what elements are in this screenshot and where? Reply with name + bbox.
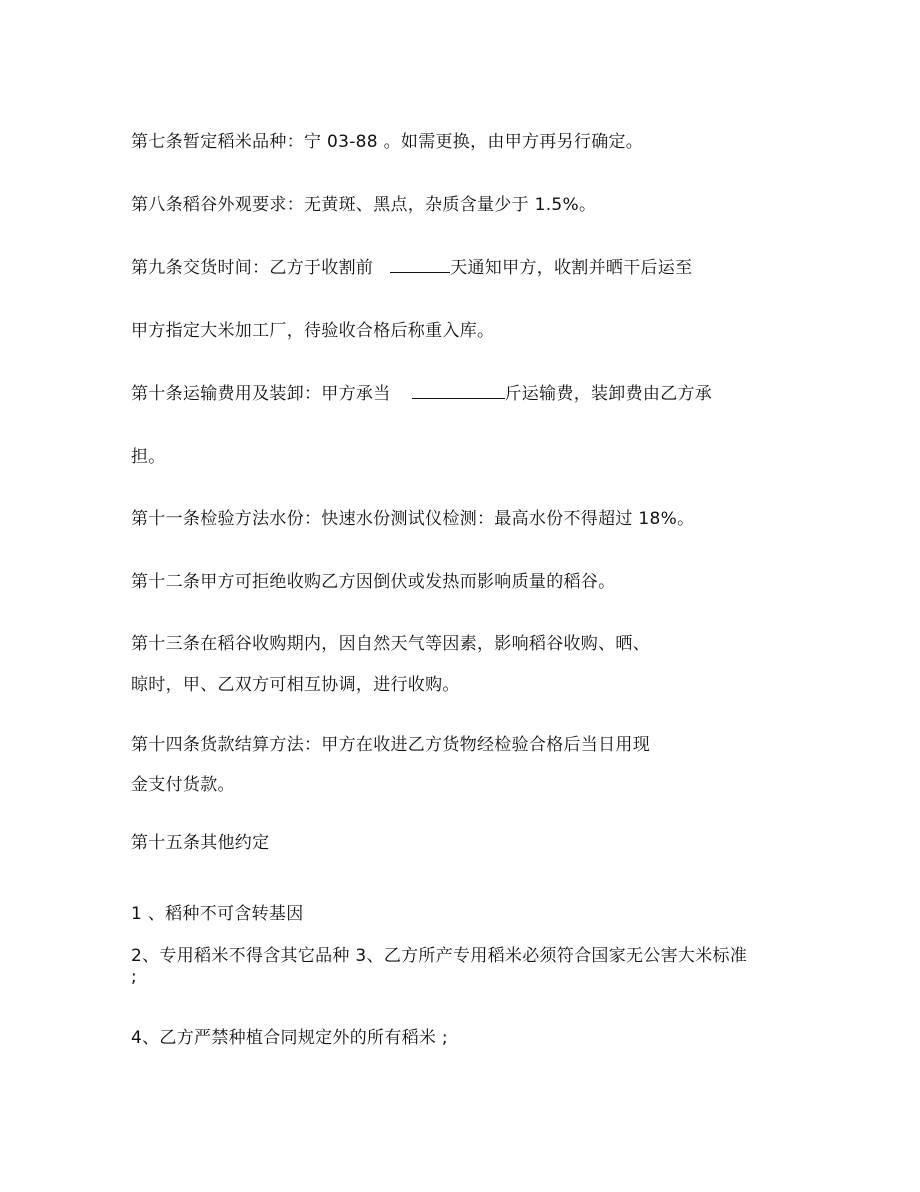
list-item-1: 1 、稻种不可含转基因 (131, 904, 304, 924)
article-9-continued: 甲方指定大米加工厂，待验收合格后称重入库。 (131, 321, 495, 341)
article-10-continued: 担。 (131, 447, 166, 467)
article-13-line-2: 晾时，甲、乙双方可相互协调，进行收购。 (131, 675, 460, 695)
article-9 (131, 257, 692, 279)
article-12: 第十二条甲方可拒绝收购乙方因倒伏或发热而影响质量的稻谷。 (131, 572, 616, 592)
article-10-suffix: 斤运输费，装卸费由乙方承 (504, 384, 713, 404)
list-item-2-3: 2、专用稻米不得含其它品种 3、乙方所产专用稻米必须符合国家无公害大米标准 (131, 946, 748, 966)
delivery-days-blank (390, 257, 450, 273)
article-8: 第八条稻谷外观要求：无黄斑、黑点，杂质含量少于 1.5%。 (131, 195, 597, 215)
list-item-3-end: ; (131, 967, 138, 987)
article-14-line-2: 金支付货款。 (131, 775, 235, 795)
article-14-line-1: 第十四条货款结算方法：甲方在收进乙方货物经检验合格后当日用现 (131, 735, 650, 755)
article-9-suffix: 天通知甲方，收割并晒干后运至 (450, 258, 693, 278)
transport-fee-blank (412, 383, 505, 399)
article-9-prefix: 第九条交货时间：乙方于收割前 (131, 258, 374, 278)
article-13-line-1: 第十三条在稻谷收购期内，因自然天气等因素，影响稻谷收购、晒、 (131, 634, 650, 654)
article-10-prefix: 第十条运输费用及装卸：甲方承当 (131, 384, 391, 404)
article-11: 第十一条检验方法水份：快速水份测试仪检测：最高水份不得超过 18%。 (131, 509, 695, 529)
article-15-heading: 第十五条其他约定 (131, 833, 270, 853)
article-10 (131, 383, 712, 405)
article-7: 第七条暂定稻米品种：宁 03-88 。如需更换，由甲方再另行确定。 (131, 132, 644, 152)
list-item-4: 4、乙方严禁种植合同规定外的所有稻米 ; (131, 1028, 448, 1048)
